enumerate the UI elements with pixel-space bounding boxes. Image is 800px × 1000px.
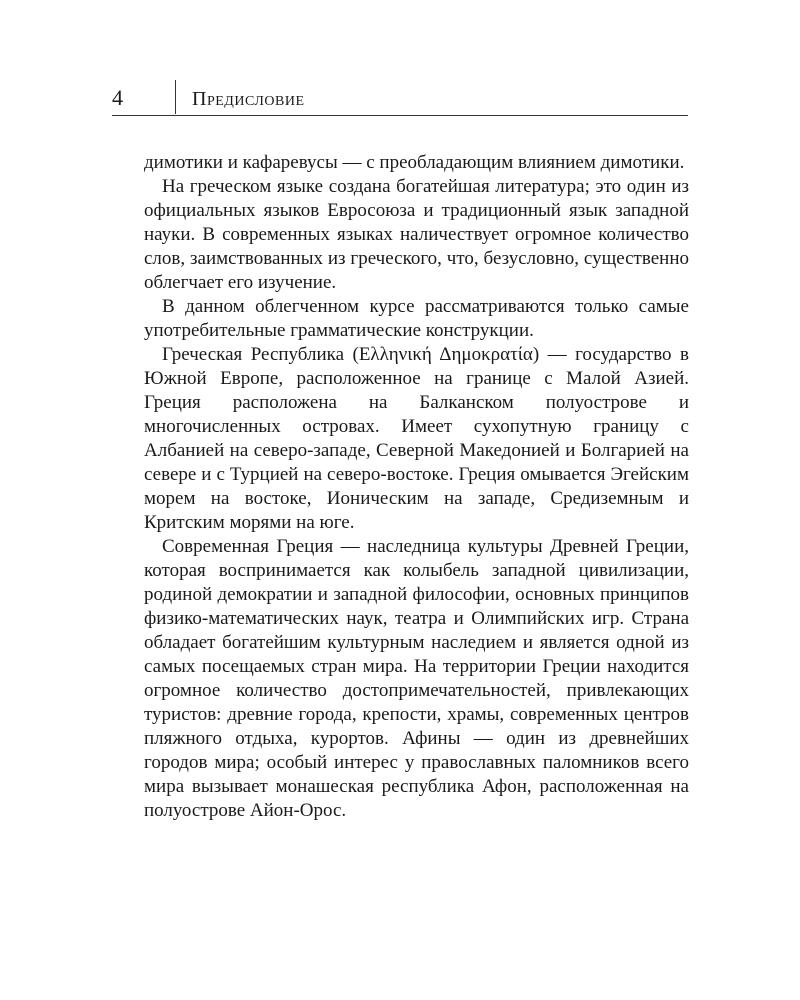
body-text bbox=[144, 151, 689, 823]
page-number: 4 bbox=[112, 85, 123, 110]
paragraph-greek-republic: Греческая Республика (Ελληνική Δημοκρατία) — государство в Южной Европе, расположенное на границе с Малой Азией. Греция расположена на Балканском полуострове и многочисленных островах. Имеет сухопутную границу с Албанией на северо-западе, Северной Македонией и Болгарией на севере и с Турцией на северо-востоке. Греция омывается Эгейским морем на востоке, Ионическим на западе, Средиземным и Критским морями на юге. bbox=[144, 344, 689, 533]
page-header bbox=[112, 80, 688, 116]
paragraph-continued: димотики и кафаревусы — с преобладающим влиянием димотики. bbox=[144, 152, 685, 173]
paragraph-modern-greece: Современная Греция — наследница культуры Древней Греции, которая воспринимается как колыбель западной цивилизации, родиной демократии и западной философии, основных принципов физико-математических наук, театра и Олимпийских игр. Страна обладает богатейшим культурным наследием и является одной из самых посещаемых стран мира. На территории Греции находится огромное количество достопримечательностей, привлекающих туристов: древние города, крепости, храмы, современных центров пляжного отдыха, курортов. Афины — один из древнейших городов мира; особый интерес у православных паломников всего мира вызывает монашеская республика Афон, расположенная на полуострове Айон-Орос. bbox=[144, 536, 689, 821]
running-title: Предисловие bbox=[192, 88, 305, 110]
header-vertical-divider bbox=[175, 80, 176, 114]
paragraph-course-scope: В данном облегченном курсе рассматриваются только самые употребительные грамматические конструкции. bbox=[144, 296, 689, 341]
paragraph-greek-literature: На греческом языке создана богатейшая литература; это один из официальных языков Евросоюза и традиционный язык западной науки. В современных языках наличествует огромное количество слов, заимствованных из греческого, что, безусловно, существенно облегчает его изучение. bbox=[144, 176, 689, 293]
header-rule bbox=[112, 115, 688, 116]
